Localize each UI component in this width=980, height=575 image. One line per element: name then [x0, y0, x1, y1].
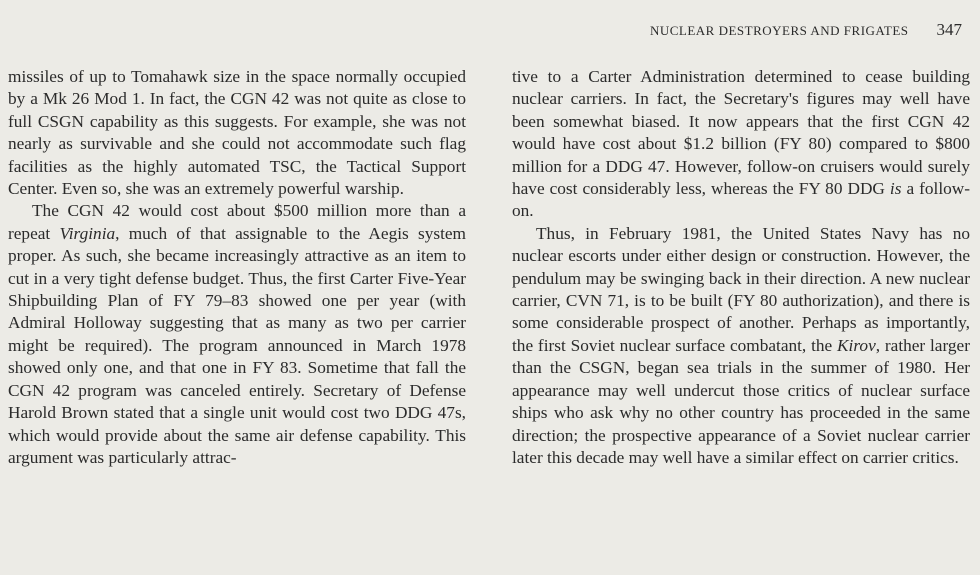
left-paragraph-2-text-a: The CGN 42 would cost about $500 million more than a repeat [8, 201, 466, 243]
running-title: NUCLEAR DESTROYERS AND FRIGATES [649, 23, 909, 38]
right-paragraph-2 [512, 223, 970, 469]
left-paragraph-2-text-c: , much of that assignable to the Aegis system proper. As such, she became increasingly attractive as an item to cut in a very tight defense budget. Thus, the first Carter Five-Year Shipbuilding Plan of FY 79–83 showed one per year (with Admiral Holloway suggesting that as many as two per carrier might be required). The program announced in March 1978 showed only one, and that one in FY 83. Sometime that fall the CGN 42 program was canceled entirely. Secretary of Defense Harold Brown stated that a single unit would cost two DDG 47s, which would provide about the same air defense capability. This argument was particularly attrac- [8, 223, 466, 467]
right-paragraph-1-emphasis: is [889, 179, 902, 199]
left-paragraph-2-ship-name: Virginia [59, 223, 116, 243]
right-paragraph-1-text-c: a follow-on. [512, 179, 971, 221]
right-paragraph-2-text-c: , rather larger than the CSGN, began sea trials in the summer of 1980. Her appearance may well undercut those critics of nuclear surface ships who ask why no other country has proceeded in the same direction; the prospective appearance of a Soviet nuclear carrier later this decade may well have a similar effect on carrier critics. [512, 335, 970, 467]
left-paragraph-1-text: missiles of up to Tomahawk size in the space normally occupied by a Mk 26 Mod 1. In fact, the CGN 42 was not quite as close to full CSGN capability as this suggests. For example, she was not nearly as survivable and she could not accommodate such flag facilities as the highly automated TSC, the Tactical Support Center. Even so, she was an extremely powerful warship. [8, 67, 466, 199]
right-paragraph-2-text-a: Thus, in February 1981, the United States Navy has no nuclear escorts under either design or construction. However, the pendulum may be swinging back in their direction. A new nuclear carrier, CVN 71, is to be built (FY 80 authorization), and there is some considerable prospect of another. Perhaps as importantly, the first Soviet nuclear surface combatant, the [512, 223, 970, 355]
left-column [8, 66, 466, 469]
right-paragraph-1-text-a: tive to a Carter Administration determined to cease building nuclear carriers. In fact, the Secretary's figures may well have been somewhat biased. It now appears that the first CGN 42 would have cost about $1.2 billion (FY 80) compared to $800 million for a DDG 47. However, follow-on cruisers would surely have cost considerably less, whereas the FY 80 DDG [512, 67, 970, 199]
left-paragraph-1 [8, 66, 466, 200]
right-column [512, 66, 970, 469]
running-head [650, 20, 962, 40]
right-paragraph-1 [512, 66, 970, 223]
left-paragraph-2 [8, 200, 466, 469]
page-number: 347 [936, 20, 962, 39]
right-paragraph-2-ship-name: Kirov [837, 335, 876, 355]
